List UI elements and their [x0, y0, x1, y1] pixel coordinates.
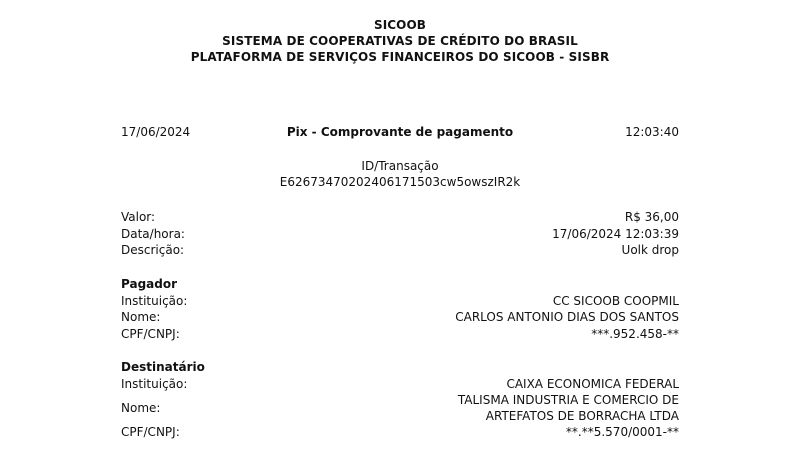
receipt-meta-row [121, 124, 679, 140]
transaction-id-label: ID/Transação [361, 159, 439, 173]
destinatario-nome-line1: TALISMA INDUSTRIA E COMERCIO DE [457, 393, 679, 407]
destinatario-nome-label: Nome: [121, 401, 161, 415]
valor-label: Valor: [121, 210, 156, 224]
pagador-title: Pagador [121, 277, 178, 291]
pagador-instituicao-row [121, 293, 679, 310]
pagador-instituicao-label: Instituição: [121, 293, 188, 308]
pagador-block [121, 276, 679, 342]
receipt-header [0, 17, 800, 65]
destinatario-cpf-label: CPF/CNPJ: [121, 425, 180, 439]
valor-row [121, 209, 679, 226]
destinatario-instituicao-row [121, 376, 679, 393]
transaction-id-value: E62673470202406171503cw5owszIR2k [279, 175, 521, 189]
destinatario-instituicao-label: Instituição: [121, 376, 188, 391]
destinatario-nome-row [121, 392, 679, 424]
destinatario-cpf-value: **.**5.570/0001-** [565, 425, 679, 439]
destinatario-nome-line2: ARTEFATOS DE BORRACHA LTDA [485, 409, 679, 423]
pagador-instituicao-value: CC SICOOB COOPMIL [552, 293, 679, 308]
summary-block [121, 209, 679, 259]
receipt-title: Pix - Comprovante de pagamento [286, 125, 514, 139]
pagador-nome-row [121, 309, 679, 326]
descricao-label: Descrição: [121, 243, 185, 257]
valor-value: R$ 36,00 [624, 210, 679, 224]
destinatario-block [121, 359, 679, 441]
pagador-cpf-row [121, 326, 679, 343]
pagador-nome-label: Nome: [121, 310, 161, 324]
pagador-nome-value: CARLOS ANTONIO DIAS DOS SANTOS [455, 310, 679, 324]
receipt-date: 17/06/2024 [121, 125, 191, 139]
destinatario-cpf-row [121, 424, 679, 441]
datahora-row [121, 226, 679, 243]
transaction-id-block [0, 158, 800, 190]
receipt-time: 12:03:40 [625, 125, 679, 139]
datahora-value: 17/06/2024 12:03:39 [552, 226, 679, 241]
descricao-row [121, 242, 679, 259]
header-platform-name: PLATAFORMA DE SERVIÇOS FINANCEIROS DO SICOOB - SISBR [190, 50, 610, 64]
pagador-cpf-label: CPF/CNPJ: [121, 326, 180, 341]
destinatario-title: Destinatário [121, 360, 205, 374]
pagador-cpf-value: ***.952.458-** [591, 326, 679, 341]
destinatario-instituicao-value: CAIXA ECONOMICA FEDERAL [506, 376, 679, 391]
header-system-name: SISTEMA DE COOPERATIVAS DE CRÉDITO DO BRASIL [222, 34, 578, 48]
destinatario-nome-value [458, 392, 679, 424]
descricao-value: Uolk drop [621, 243, 679, 257]
datahora-label: Data/hora: [121, 226, 185, 241]
header-bank-name: SICOOB [373, 18, 427, 32]
